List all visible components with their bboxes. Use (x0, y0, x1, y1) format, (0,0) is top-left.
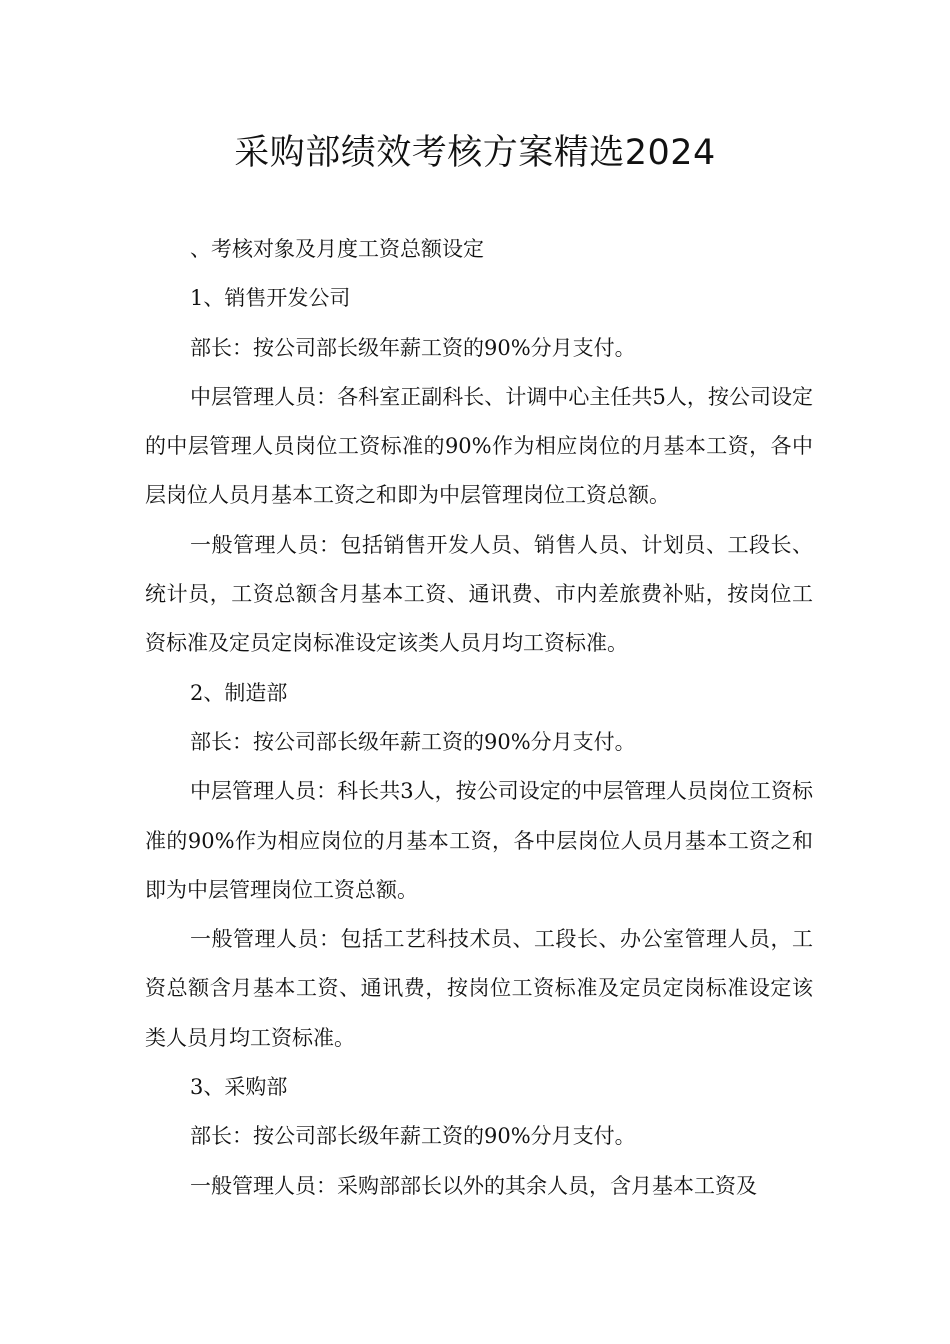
paragraph: 中层管理人员：各科室正副科长、计调中心主任共5人，按公司设定的中层管理人员岗位工资标准的90%作为相应岗位的月基本工资，各中层岗位人员月基本工资之和即为中层管理岗位工资总额。 (145, 384, 813, 508)
paragraph: 一般管理人员：包括销售开发人员、销售人员、计划员、工段长、统计员，工资总额含月基本工资、通讯费、市内差旅费补贴，按岗位工资标准及定员定岗标准设定该类人员月均工资标准。 (145, 532, 813, 656)
document-title: 采购部绩效考核方案精选2024 (234, 133, 716, 173)
paragraph: 中层管理人员：科长共3人，按公司设定的中层管理人员岗位工资标准的90%作为相应岗位的月基本工资，各中层岗位人员月基本工资之和即为中层管理岗位工资总额。 (145, 779, 813, 902)
document-body (145, 225, 813, 1211)
paragraph: 一般管理人员：包括工艺科技术员、工段长、办公室管理人员，工资总额含月基本工资、通讯费，按岗位工资标准及定员定岗标准设定该类人员月均工资标准。 (145, 927, 813, 1050)
paragraph: 部长：按公司部长级年薪工资的90%分月支付。 (190, 729, 636, 754)
paragraph: 一般管理人员：采购部部长以外的其余人员，含月基本工资及 (190, 1173, 757, 1198)
paragraph: 部长：按公司部长级年薪工资的90%分月支付。 (190, 1124, 636, 1149)
subsection-heading: 2、制造部 (190, 680, 288, 705)
section-heading: 、考核对象及月度工资总额设定 (190, 237, 484, 261)
subsection-heading: 1、销售开发公司 (190, 286, 351, 311)
paragraph: 部长：按公司部长级年薪工资的90%分月支付。 (190, 335, 636, 360)
subsection-heading: 3、采购部 (190, 1075, 288, 1100)
